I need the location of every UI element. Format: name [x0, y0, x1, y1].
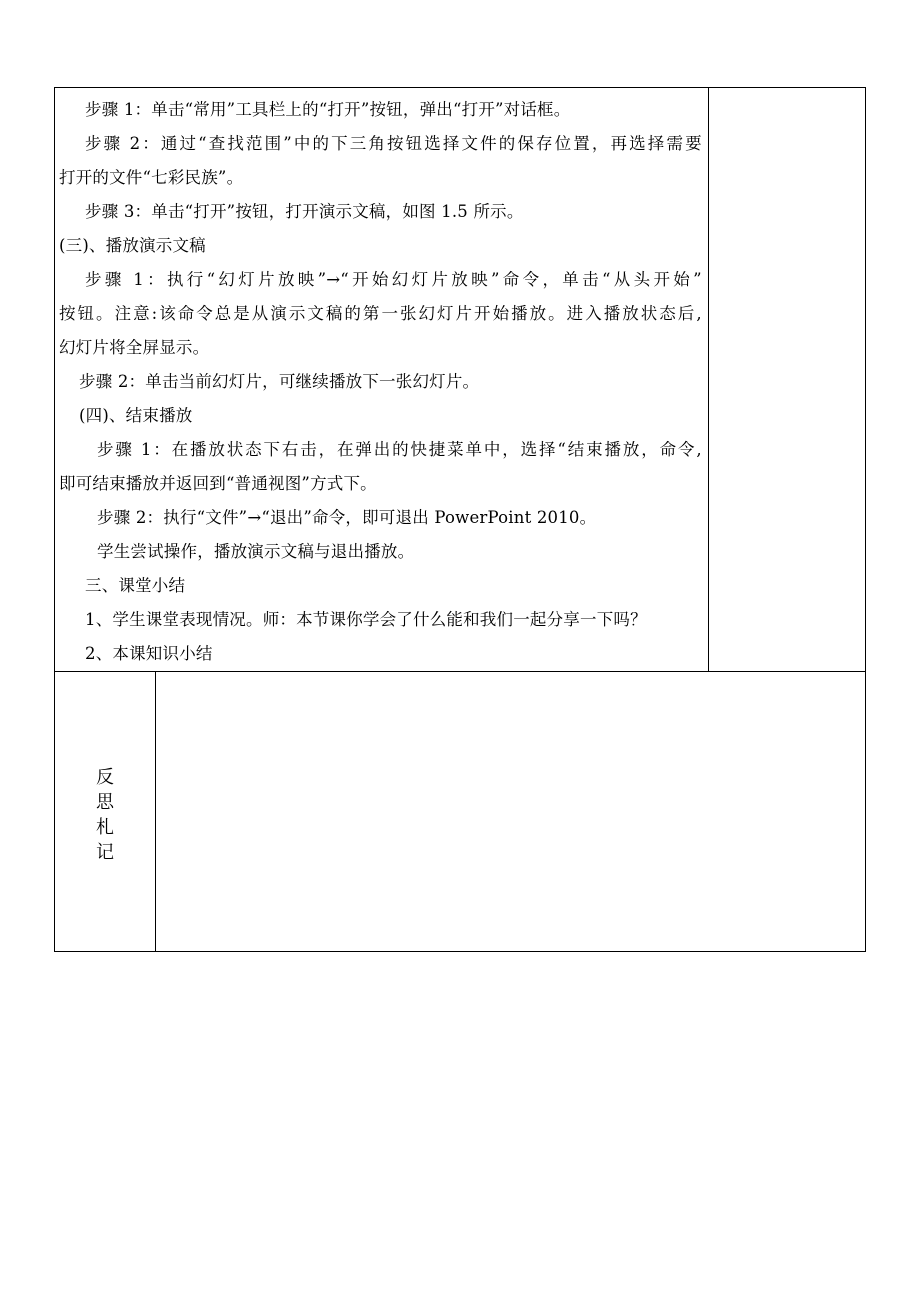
reflection-row [55, 672, 866, 952]
teaching-process-cell [55, 88, 709, 672]
lesson-plan-table [54, 87, 866, 952]
step-line: 步骤 1：单击“常用”工具栏上的“打开”按钮，弹出“打开”对话框。 [85, 100, 571, 119]
step-line: 打开的文件“七彩民族”。 [59, 168, 244, 187]
process-row [55, 88, 866, 672]
section-heading: (三)、播放演示文稿 [59, 236, 206, 255]
summary-line: 2、本课知识小结 [85, 644, 213, 663]
step-line: 按钮。注意:该命令总是从演示文稿的第一张幻灯片开始播放。进入播放状态后, [59, 304, 702, 323]
step-line: 步骤 2：执行“文件”→“退出”命令，即可退出 PowerPoint 2010。 [97, 508, 597, 527]
reflection-label-cell [55, 672, 156, 952]
step-line: 步骤 3：单击“打开”按钮，打开演示文稿，如图 1.5 所示。 [85, 202, 524, 221]
step-line: 步骤 2：通过“查找范围”中的下三角按钮选择文件的保存位置，再选择需要 [85, 134, 702, 153]
step-line: 幻灯片将全屏显示。 [59, 338, 210, 357]
notes-cell [708, 88, 865, 672]
step-line: 学生尝试操作，播放演示文稿与退出播放。 [97, 542, 415, 561]
step-line: 步骤 1：执行“幻灯片放映”→“开始幻灯片放映”命令，单击“从头开始” [85, 270, 702, 289]
reflection-label: 反思札记 [96, 766, 115, 863]
summary-line: 1、学生课堂表现情况。师：本节课你学会了什么能和我们一起分享一下吗？ [85, 610, 647, 629]
step-line: 即可结束播放并返回到“普通视图”方式下。 [59, 474, 377, 493]
section-heading: (四)、结束播放 [79, 406, 193, 425]
step-line: 步骤 2：单击当前幻灯片，可继续播放下一张幻灯片。 [79, 372, 480, 391]
reflection-content-cell [156, 672, 866, 952]
step-line: 步骤 1：在播放状态下右击，在弹出的快捷菜单中，选择“结束播放，命令, [97, 440, 702, 459]
section-heading: 三、课堂小结 [85, 576, 186, 595]
